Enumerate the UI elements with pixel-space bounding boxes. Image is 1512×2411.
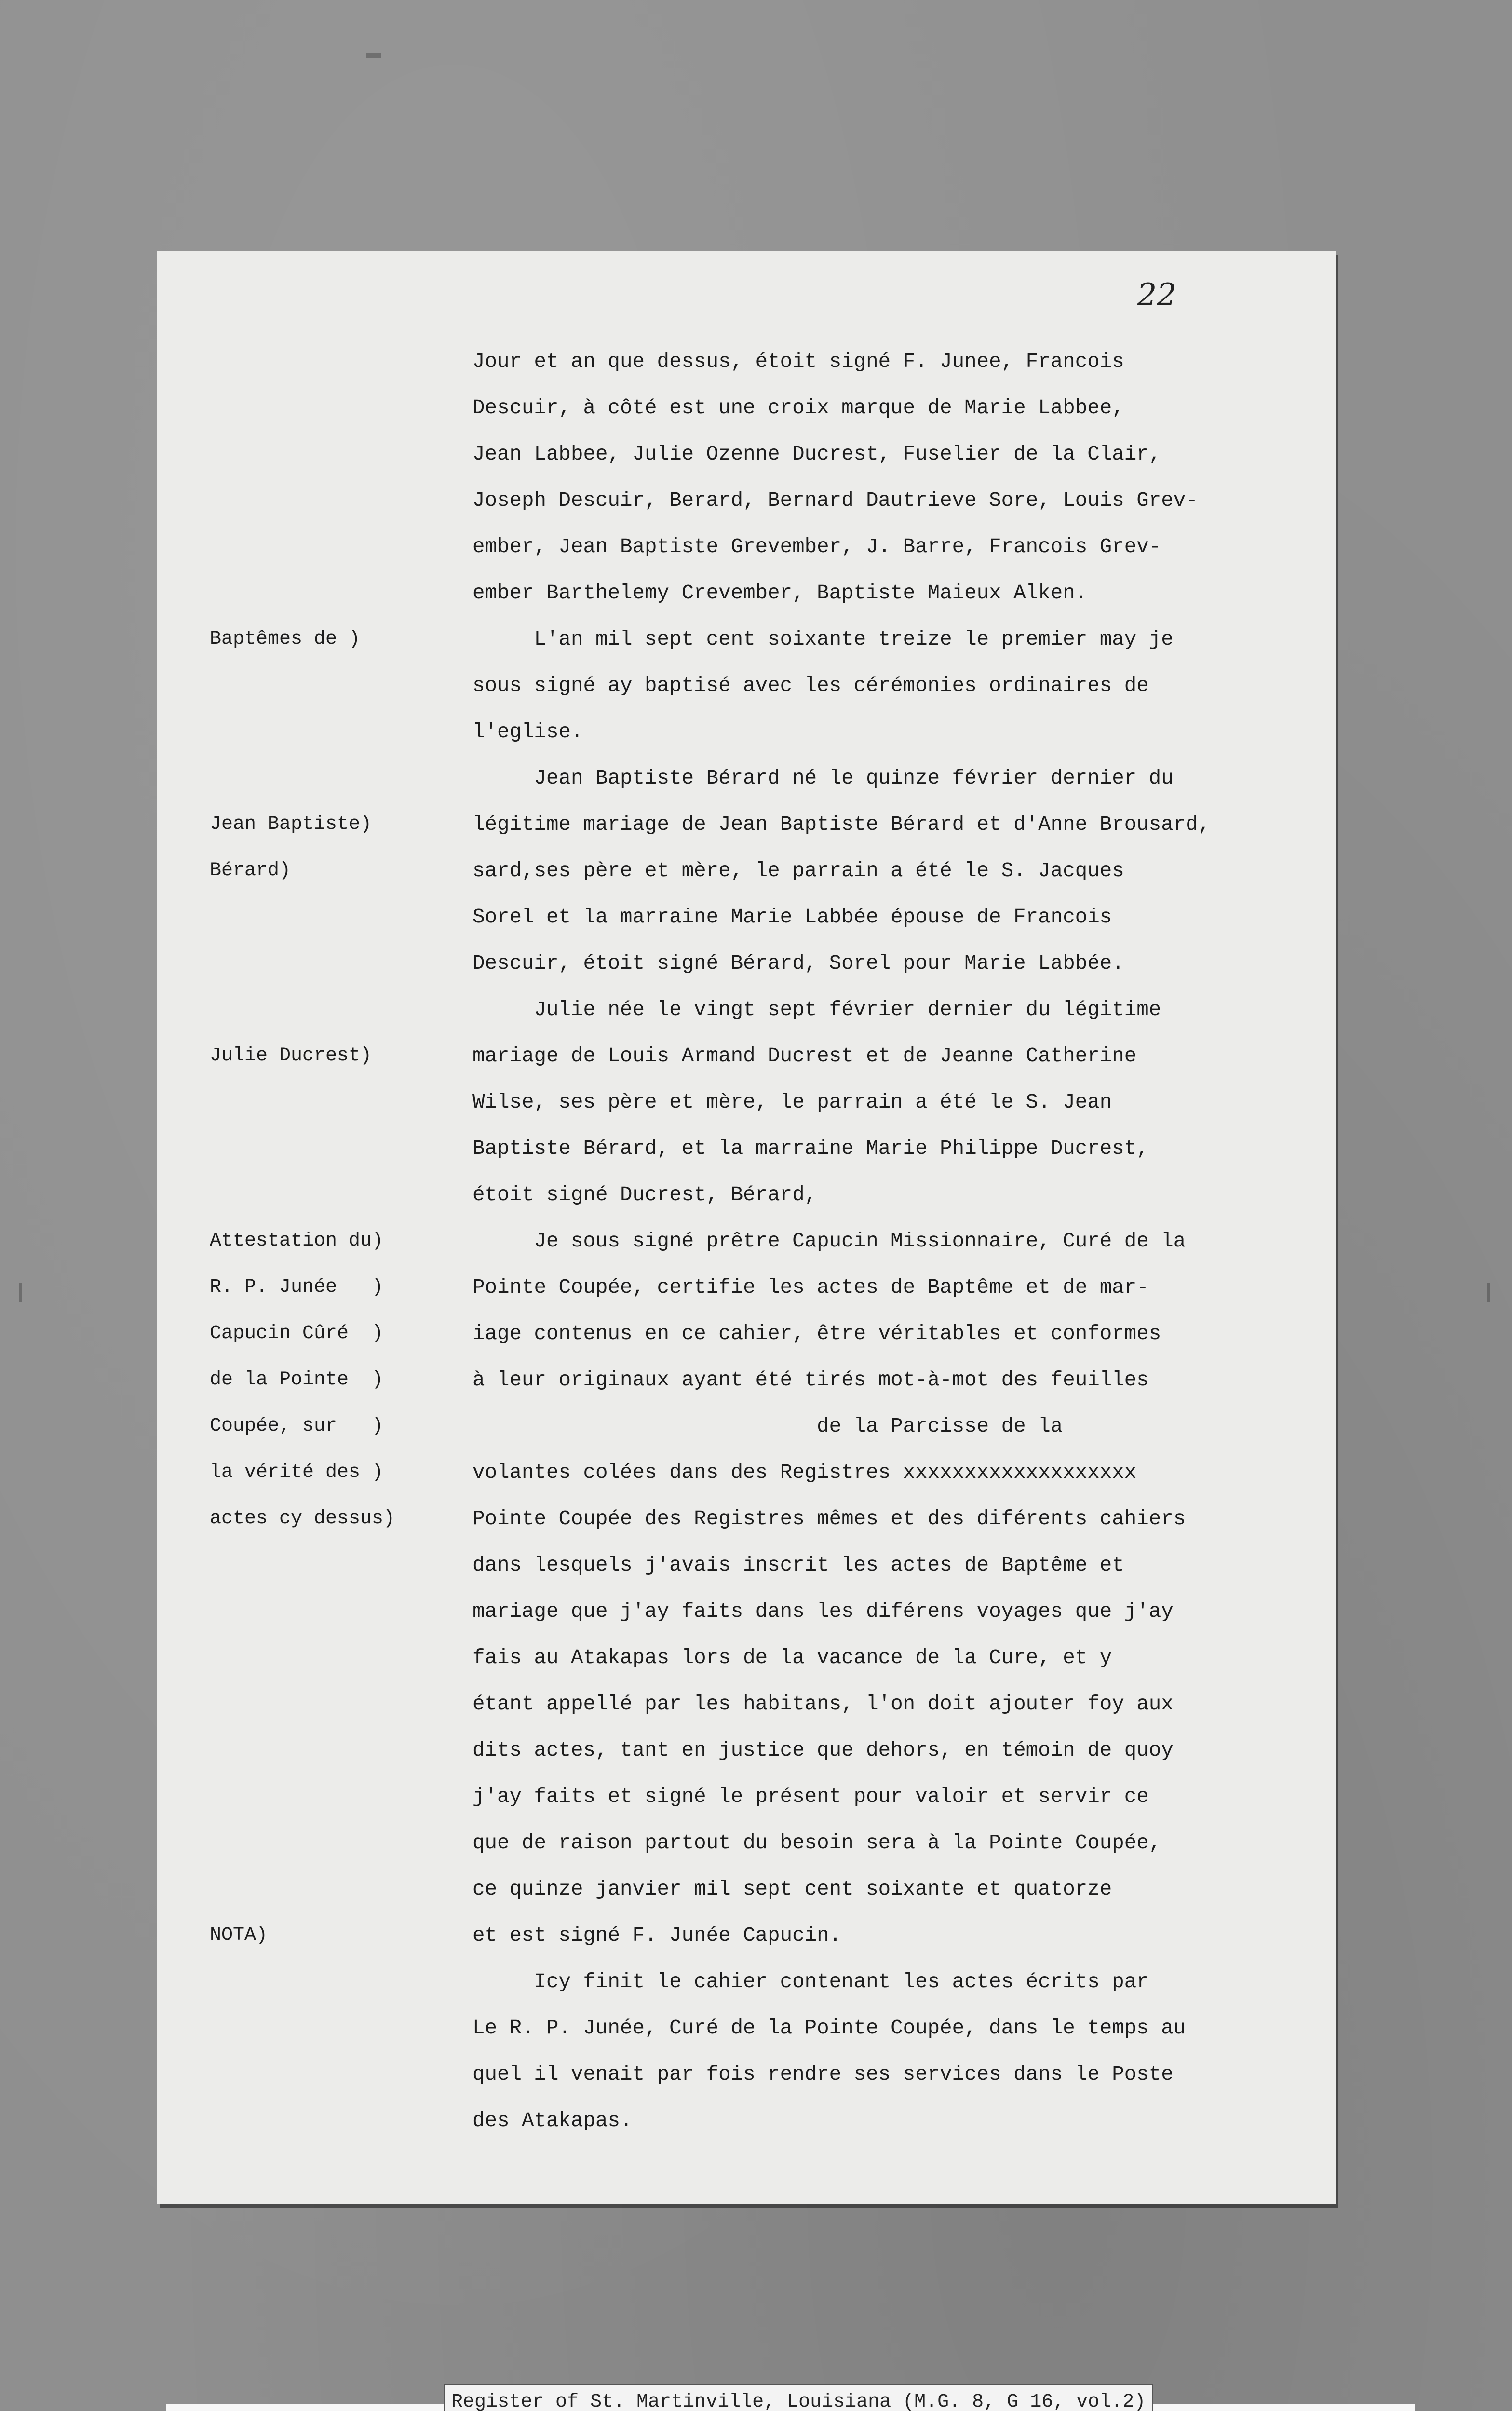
margin-note: R. P. Junée ) (210, 1276, 384, 1298)
margin-note: la vérité des ) (210, 1462, 384, 1483)
margin-note: de la Pointe ) (210, 1369, 384, 1391)
margin-note: Coupée, sur ) (210, 1415, 384, 1437)
film-scratch (19, 1283, 22, 1302)
body-line: L'an mil sept cent soixante treize le premier may je (472, 628, 1174, 651)
body-line: volantes colées dans des Registres xxxxxxxxxxxxxxxxxxx (472, 1461, 1137, 1484)
body-line: Le R. P. Junée, Curé de la Pointe Coupée, dans le temps au (472, 2017, 1186, 2040)
body-line: Jour et an que dessus, étoit signé F. Junee, Francois (472, 350, 1124, 373)
margin-note: Julie Ducrest) (210, 1045, 372, 1067)
body-line: ce quinze janvier mil sept cent soixante et quatorze (472, 1878, 1112, 1901)
page-number: 22 (1137, 277, 1176, 313)
body-line: des Atakapas. (472, 2109, 633, 2132)
body-line: légitime mariage de Jean Baptiste Bérard et d'Anne Brousard, (472, 813, 1211, 836)
margin-note: Baptêmes de ) (210, 628, 361, 650)
document-page (157, 251, 1336, 2204)
margin-note: NOTA) (210, 1924, 268, 1946)
margin-note: actes cy dessus) (210, 1508, 395, 1530)
margin-note: Bérard) (210, 860, 291, 881)
body-line: étoit signé Ducrest, Bérard, (472, 1183, 817, 1206)
body-line: Pointe Coupée des Registres mêmes et des diférents cahiers (472, 1507, 1186, 1531)
body-line: Julie née le vingt sept février dernier du légitime (472, 998, 1161, 1021)
margin-note: Attestation du) (210, 1230, 384, 1252)
margin-note: Jean Baptiste) (210, 813, 372, 835)
film-scratch (1487, 1283, 1490, 1302)
body-line: mariage que j'ay faits dans les diférens voyages que j'ay (472, 1600, 1174, 1623)
margin-note: Capucin Cûré ) (210, 1323, 384, 1344)
body-line: dans lesquels j'avais inscrit les actes de Baptême et (472, 1554, 1124, 1577)
body-line: fais au Atakapas lors de la vacance de la Cure, et y (472, 1646, 1112, 1669)
body-line: Sorel et la marraine Marie Labbée épouse de Francois (472, 906, 1112, 929)
body-line: dits actes, tant en justice que dehors, en témoin de quoy (472, 1739, 1174, 1762)
body-line: à leur originaux ayant été tirés mot-à-mot des feuilles (472, 1368, 1149, 1392)
body-line: Joseph Descuir, Berard, Bernard Dautrieve Sore, Louis Grev- (472, 489, 1198, 512)
body-line: que de raison partout du besoin sera à la Pointe Coupée, (472, 1831, 1161, 1855)
body-line: Icy finit le cahier contenant les actes écrits par (472, 1970, 1149, 1993)
body-line: sard,ses père et mère, le parrain a été le S. Jacques (472, 859, 1124, 882)
body-line: Pointe Coupée, certifie les actes de Baptême et de mar- (472, 1276, 1149, 1299)
body-line: j'ay faits et signé le présent pour valoir et servir ce (472, 1785, 1149, 1808)
body-line: Je sous signé prêtre Capucin Missionnaire, Curé de la (472, 1230, 1186, 1253)
body-line: mariage de Louis Armand Ducrest et de Jeanne Catherine (472, 1044, 1137, 1068)
body-line: iage contenus en ce cahier, être véritables et conformes (472, 1322, 1161, 1345)
register-label: Register of St. Martinville, Louisiana (M.G. 8, G 16, vol.2) (444, 2384, 1153, 2411)
body-line: ember Barthelemy Crevember, Baptiste Maieux Alken. (472, 582, 1088, 605)
body-line: Wilse, ses père et mère, le parrain a été le S. Jean (472, 1091, 1112, 1114)
body-line: et est signé F. Junée Capucin. (472, 1924, 842, 1947)
body-line: Descuir, à côté est une croix marque de Marie Labbee, (472, 396, 1124, 420)
body-line: quel il venait par fois rendre ses services dans le Poste (472, 2063, 1174, 2086)
body-line: étant appellé par les habitans, l'on doit ajouter foy aux (472, 1693, 1174, 1716)
body-line: Baptiste Bérard, et la marraine Marie Philippe Ducrest, (472, 1137, 1149, 1160)
body-line: de la Parcisse de la (472, 1415, 1063, 1438)
film-scratch (366, 53, 381, 58)
body-line: ember, Jean Baptiste Grevember, J. Barre, Francois Grev- (472, 535, 1161, 558)
body-line: l'eglise. (472, 720, 583, 744)
body-line: sous signé ay baptisé avec les cérémonies ordinaires de (472, 674, 1149, 697)
body-line: Jean Baptiste Bérard né le quinze février dernier du (472, 767, 1174, 790)
body-line: Descuir, étoit signé Bérard, Sorel pour Marie Labbée. (472, 952, 1124, 975)
body-line: Jean Labbee, Julie Ozenne Ducrest, Fuselier de la Clair, (472, 443, 1161, 466)
